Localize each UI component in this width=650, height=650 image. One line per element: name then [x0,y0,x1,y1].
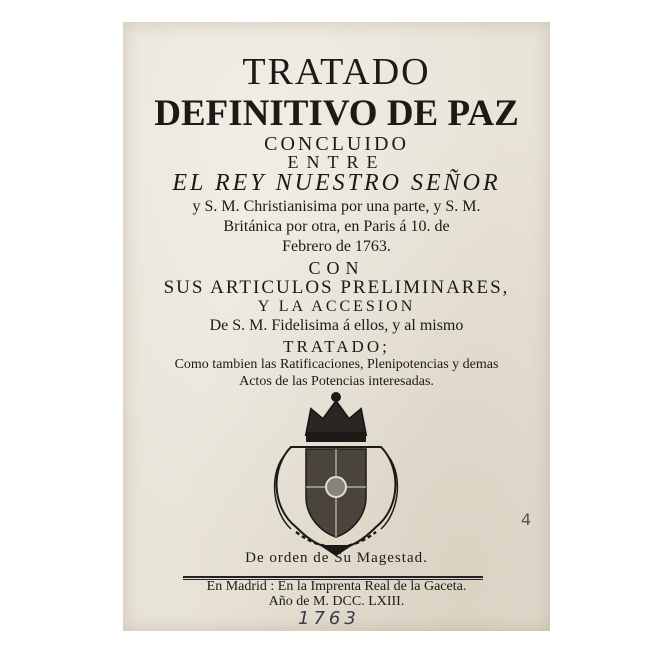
body-line-6: Actos de las Potencias interesadas. [239,374,434,389]
subtitle-accesion: Y LA ACCESION [257,298,416,315]
divider [183,576,483,578]
subtitle-tratado: TRATADO; [283,337,390,356]
subtitle-concluido: CONCLUIDO [264,133,409,155]
publication-year: Año de M. DCC. LXIII. [268,594,405,609]
subtitle-con: CON [308,258,365,278]
margin-note: 4 [521,510,532,529]
body-line-4: De S. M. Fidelisima á ellos, y al mismo [209,317,464,334]
body-line-1: y S. M. Christianisima por una parte, y S. M. [192,198,481,215]
title-line-2: DEFINITIVO DE PAZ [154,93,519,134]
subtitle-articulos: SUS ARTICULOS PRELIMINARES, [163,277,510,298]
subtitle-rey: EL REY NUESTRO SEÑOR [172,170,501,196]
royal-order: De orden de Su Magestad. [245,550,428,566]
body-line-3: Febrero de 1763. [282,238,391,255]
royal-coat-of-arms-icon [261,387,411,557]
body-line-2: Británica por otra, en Paris á 10. de [223,218,450,235]
title-line-1: TRATADO [242,51,431,93]
handwritten-year: 1763 [298,608,360,629]
imprint: En Madrid : En la Imprenta Real de la Gaceta. [206,579,467,594]
title-page [123,22,550,631]
body-line-5: Como tambien las Ratificaciones, Plenipotencias y demas [174,357,499,372]
subtitle-entre: ENTRE [287,152,386,172]
